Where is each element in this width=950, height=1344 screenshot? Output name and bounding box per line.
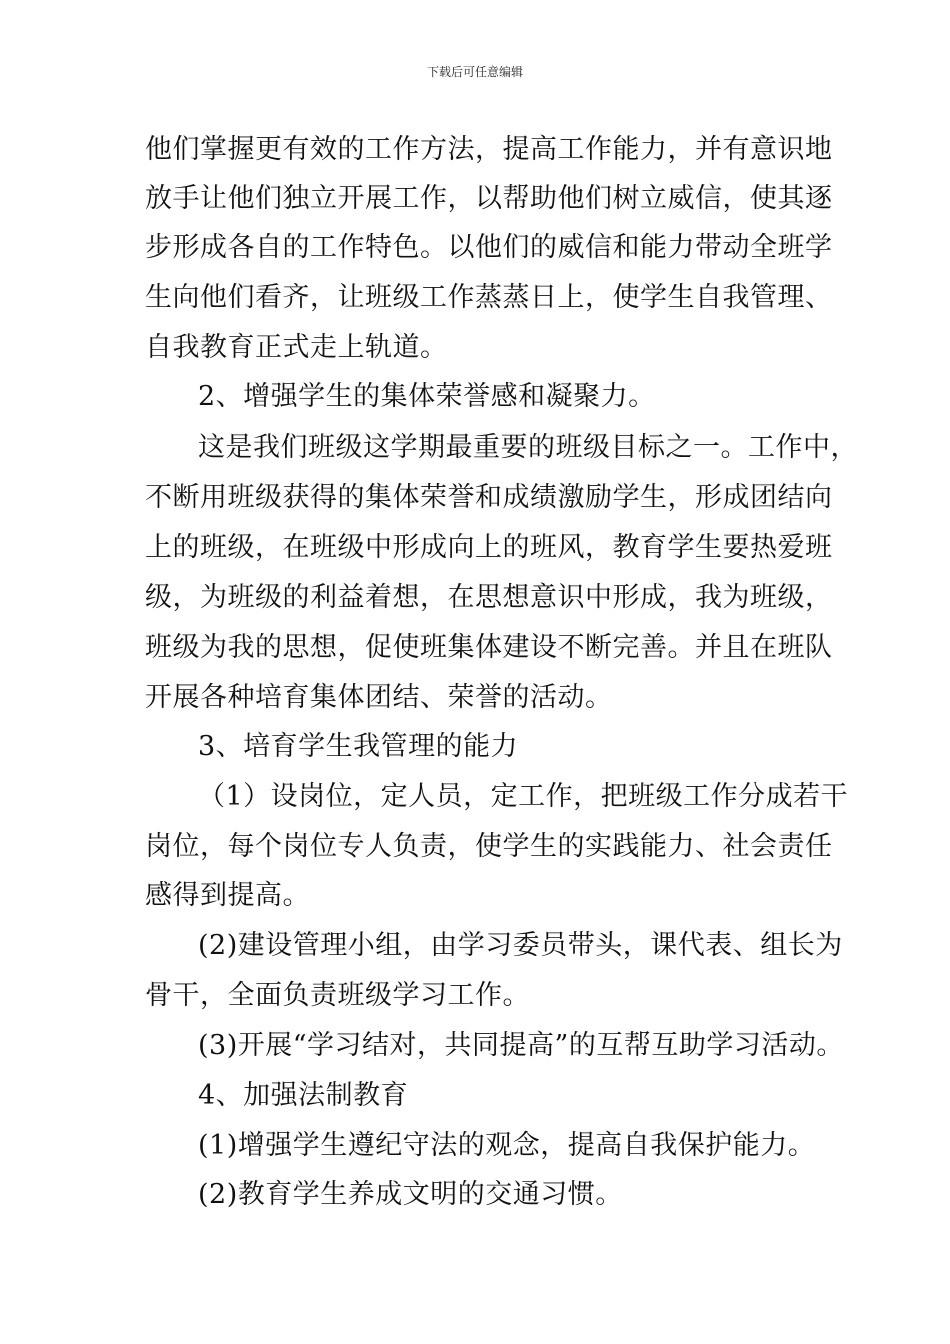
body-line: 生向他们看齐，让班级工作蒸蒸日上，使学生自我管理、: [145, 282, 833, 313]
page-header: 下载后可任意编辑: [426, 65, 523, 79]
body-line: （1）设岗位，定人员，定工作，把班级工作分成若干: [198, 781, 849, 812]
section-heading: 4、加强法制教育: [198, 1080, 409, 1111]
body-line: (1)增强学生遵纪守法的观念，提高自我保护能力。: [198, 1130, 816, 1161]
section-heading: 3、培育学生我管理的能力: [198, 731, 519, 762]
body-line: 岗位，每个岗位专人负责，使学生的实践能力、社会责任: [145, 831, 833, 862]
body-line: 感得到提高。: [145, 880, 310, 911]
body-line: 这是我们班级这学期最重要的班级目标之一。工作中，: [198, 432, 858, 463]
body-line: 放手让他们独立开展工作，以帮助他们树立威信，使其逐: [145, 183, 833, 214]
body-line: 骨干，全面负责班级学习工作。: [145, 980, 530, 1011]
body-line: 不断用班级获得的集体荣誉和成绩激励学生，形成团结向: [145, 482, 833, 513]
body-line: (2)建设管理小组，由学习委员带头，课代表、组长为: [198, 930, 843, 961]
body-line: 班级为我的思想，促使班集体建设不断完善。并且在班队: [145, 632, 833, 663]
body-line: (2)教育学生养成文明的交通习惯。: [198, 1179, 623, 1210]
body-line: 开展各种培育集体团结、荣誉的活动。: [145, 682, 613, 713]
body-line: (3)开展“学习结对，共同提高”的互帮互助学习活动。: [198, 1030, 844, 1061]
body-line: 自我教育正式走上轨道。: [145, 332, 448, 363]
section-heading: 2、增强学生的集体荣誉感和凝聚力。: [198, 381, 656, 412]
body-line: 步形成各自的工作特色。以他们的威信和能力带动全班学: [145, 232, 833, 263]
body-line: 级，为班级的利益着想，在思想意识中形成，我为班级，: [145, 582, 833, 613]
body-line: 上的班级，在班级中形成向上的班风，教育学生要热爱班: [145, 532, 833, 563]
body-line: 他们掌握更有效的工作方法，提高工作能力，并有意识地: [145, 134, 833, 165]
